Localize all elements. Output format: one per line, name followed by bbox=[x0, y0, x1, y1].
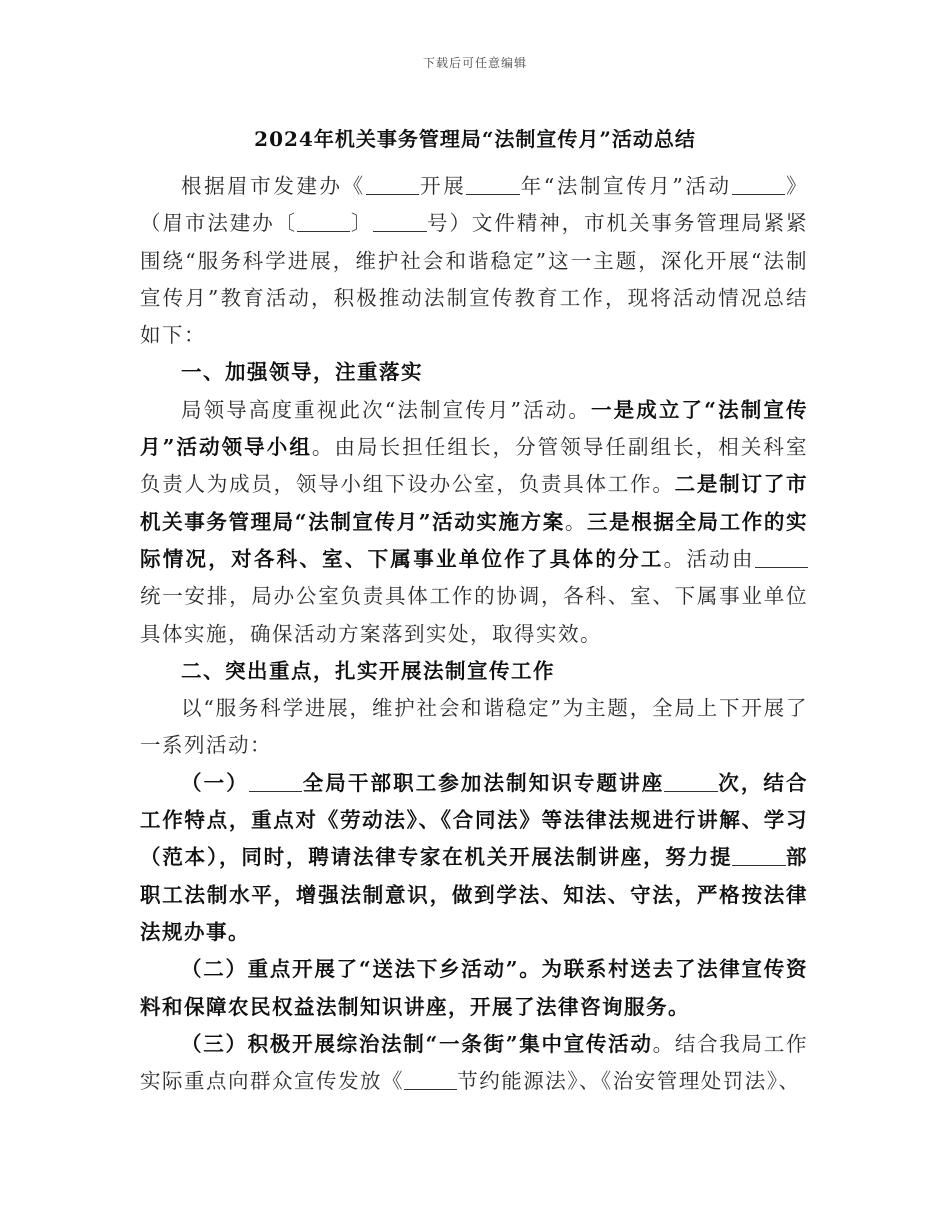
section1-paragraph bbox=[140, 392, 808, 653]
bold-text: 三是根据全局工作的实际情况，对各科、室、下属事业单位作了具体的分工 bbox=[140, 509, 809, 571]
blank-field bbox=[755, 546, 808, 568]
blank-field bbox=[366, 174, 419, 196]
section2-intro: 以“服务科学进展，维护社会和谐稳定”为主题，全局上下开展了一系列活动： bbox=[140, 696, 808, 758]
bold-text: 二是制订了市机关事务管理局“法制宣传月”活动实施方案 bbox=[140, 472, 809, 534]
section2-item-3 bbox=[140, 1026, 808, 1101]
header-note: 下载后可任意编辑 bbox=[422, 56, 527, 70]
intro-text: 号）文件精神，市机关事务管理局紧紧围绕“服务科学进展，维护社会和谐稳定”这一主题，深化开展“法制宣传月”教育活动，积极推动法制宣传教育工作，现将活动情况总结如下： bbox=[140, 211, 809, 348]
item-number: （一） bbox=[181, 770, 249, 795]
item-text: 部职工法制水平，增强法制意识，做到学法、知法、守法，严格按法律法规办事。 bbox=[140, 845, 809, 944]
bold-text: （三）积极开展综治法制“一条街”集中宣传活动 bbox=[181, 1031, 653, 1056]
paragraph-text: 统一安排，局办公室负责具体工作的协调，各科、室、下属事业单位具体实施，确保活动方案落到实处，取得实效。 bbox=[140, 584, 808, 646]
blank-field bbox=[732, 174, 785, 196]
paragraph-text: 。 bbox=[564, 509, 587, 534]
document-body bbox=[140, 168, 808, 1100]
intro-text: 根据眉市发建办《 bbox=[181, 174, 366, 198]
intro-text: 〕 bbox=[350, 211, 374, 236]
section2-item-2: （二）重点开展了“送法下乡活动”。为联系村送去了法律宣传资料和保障农民权益法制知识讲座，开展了法律咨询服务。 bbox=[140, 957, 808, 1019]
blank-field bbox=[664, 770, 717, 792]
bold-text: 一是成立了“法制宣传月”活动领导小组 bbox=[140, 397, 808, 460]
blank-field bbox=[373, 211, 426, 233]
item-text: 节约能源法》、《治安管理处罚法》、 bbox=[457, 1069, 801, 1094]
section2-item-1 bbox=[140, 765, 808, 951]
paragraph-text: 。活动由 bbox=[663, 546, 755, 571]
blank-field bbox=[732, 845, 785, 867]
intro-text: 年“法制宣传月”活动 bbox=[519, 174, 732, 198]
paragraph-text: 局领导高度重视此次“法制宣传月”活动。 bbox=[181, 397, 591, 422]
intro-text: 开展 bbox=[419, 174, 467, 198]
blank-field bbox=[404, 1069, 457, 1091]
section-heading-1: 一、加强领导，注重落实 bbox=[181, 360, 423, 385]
blank-field bbox=[466, 174, 519, 196]
blank-field bbox=[249, 770, 302, 792]
item-text: 次，结合工作特点，重点对《劳动法》、《合同法》等法律法规进行讲解、学习（范本），同时，聘请法律专家在机关开展法制讲座，努力提 bbox=[140, 770, 809, 870]
intro-text: 》（眉市法建办〔 bbox=[140, 174, 808, 236]
item-text: 。结合我局工作实际重点向群众宣传发放《 bbox=[140, 1031, 808, 1094]
intro-paragraph bbox=[140, 168, 808, 354]
section-heading-2: 二、突出重点，扎实开展法制宣传工作 bbox=[181, 658, 555, 683]
item-text: 全局干部职工参加法制知识专题讲座 bbox=[302, 770, 665, 795]
document-title: 2024年机关事务管理局“法制宣传月”活动总结 bbox=[254, 127, 696, 151]
blank-field bbox=[297, 211, 350, 233]
paragraph-text: 。由局长担任组长，分管领导任副组长，相关科室负责人为成员，领导小组下设办公室，负责具体工作。 bbox=[140, 435, 809, 497]
